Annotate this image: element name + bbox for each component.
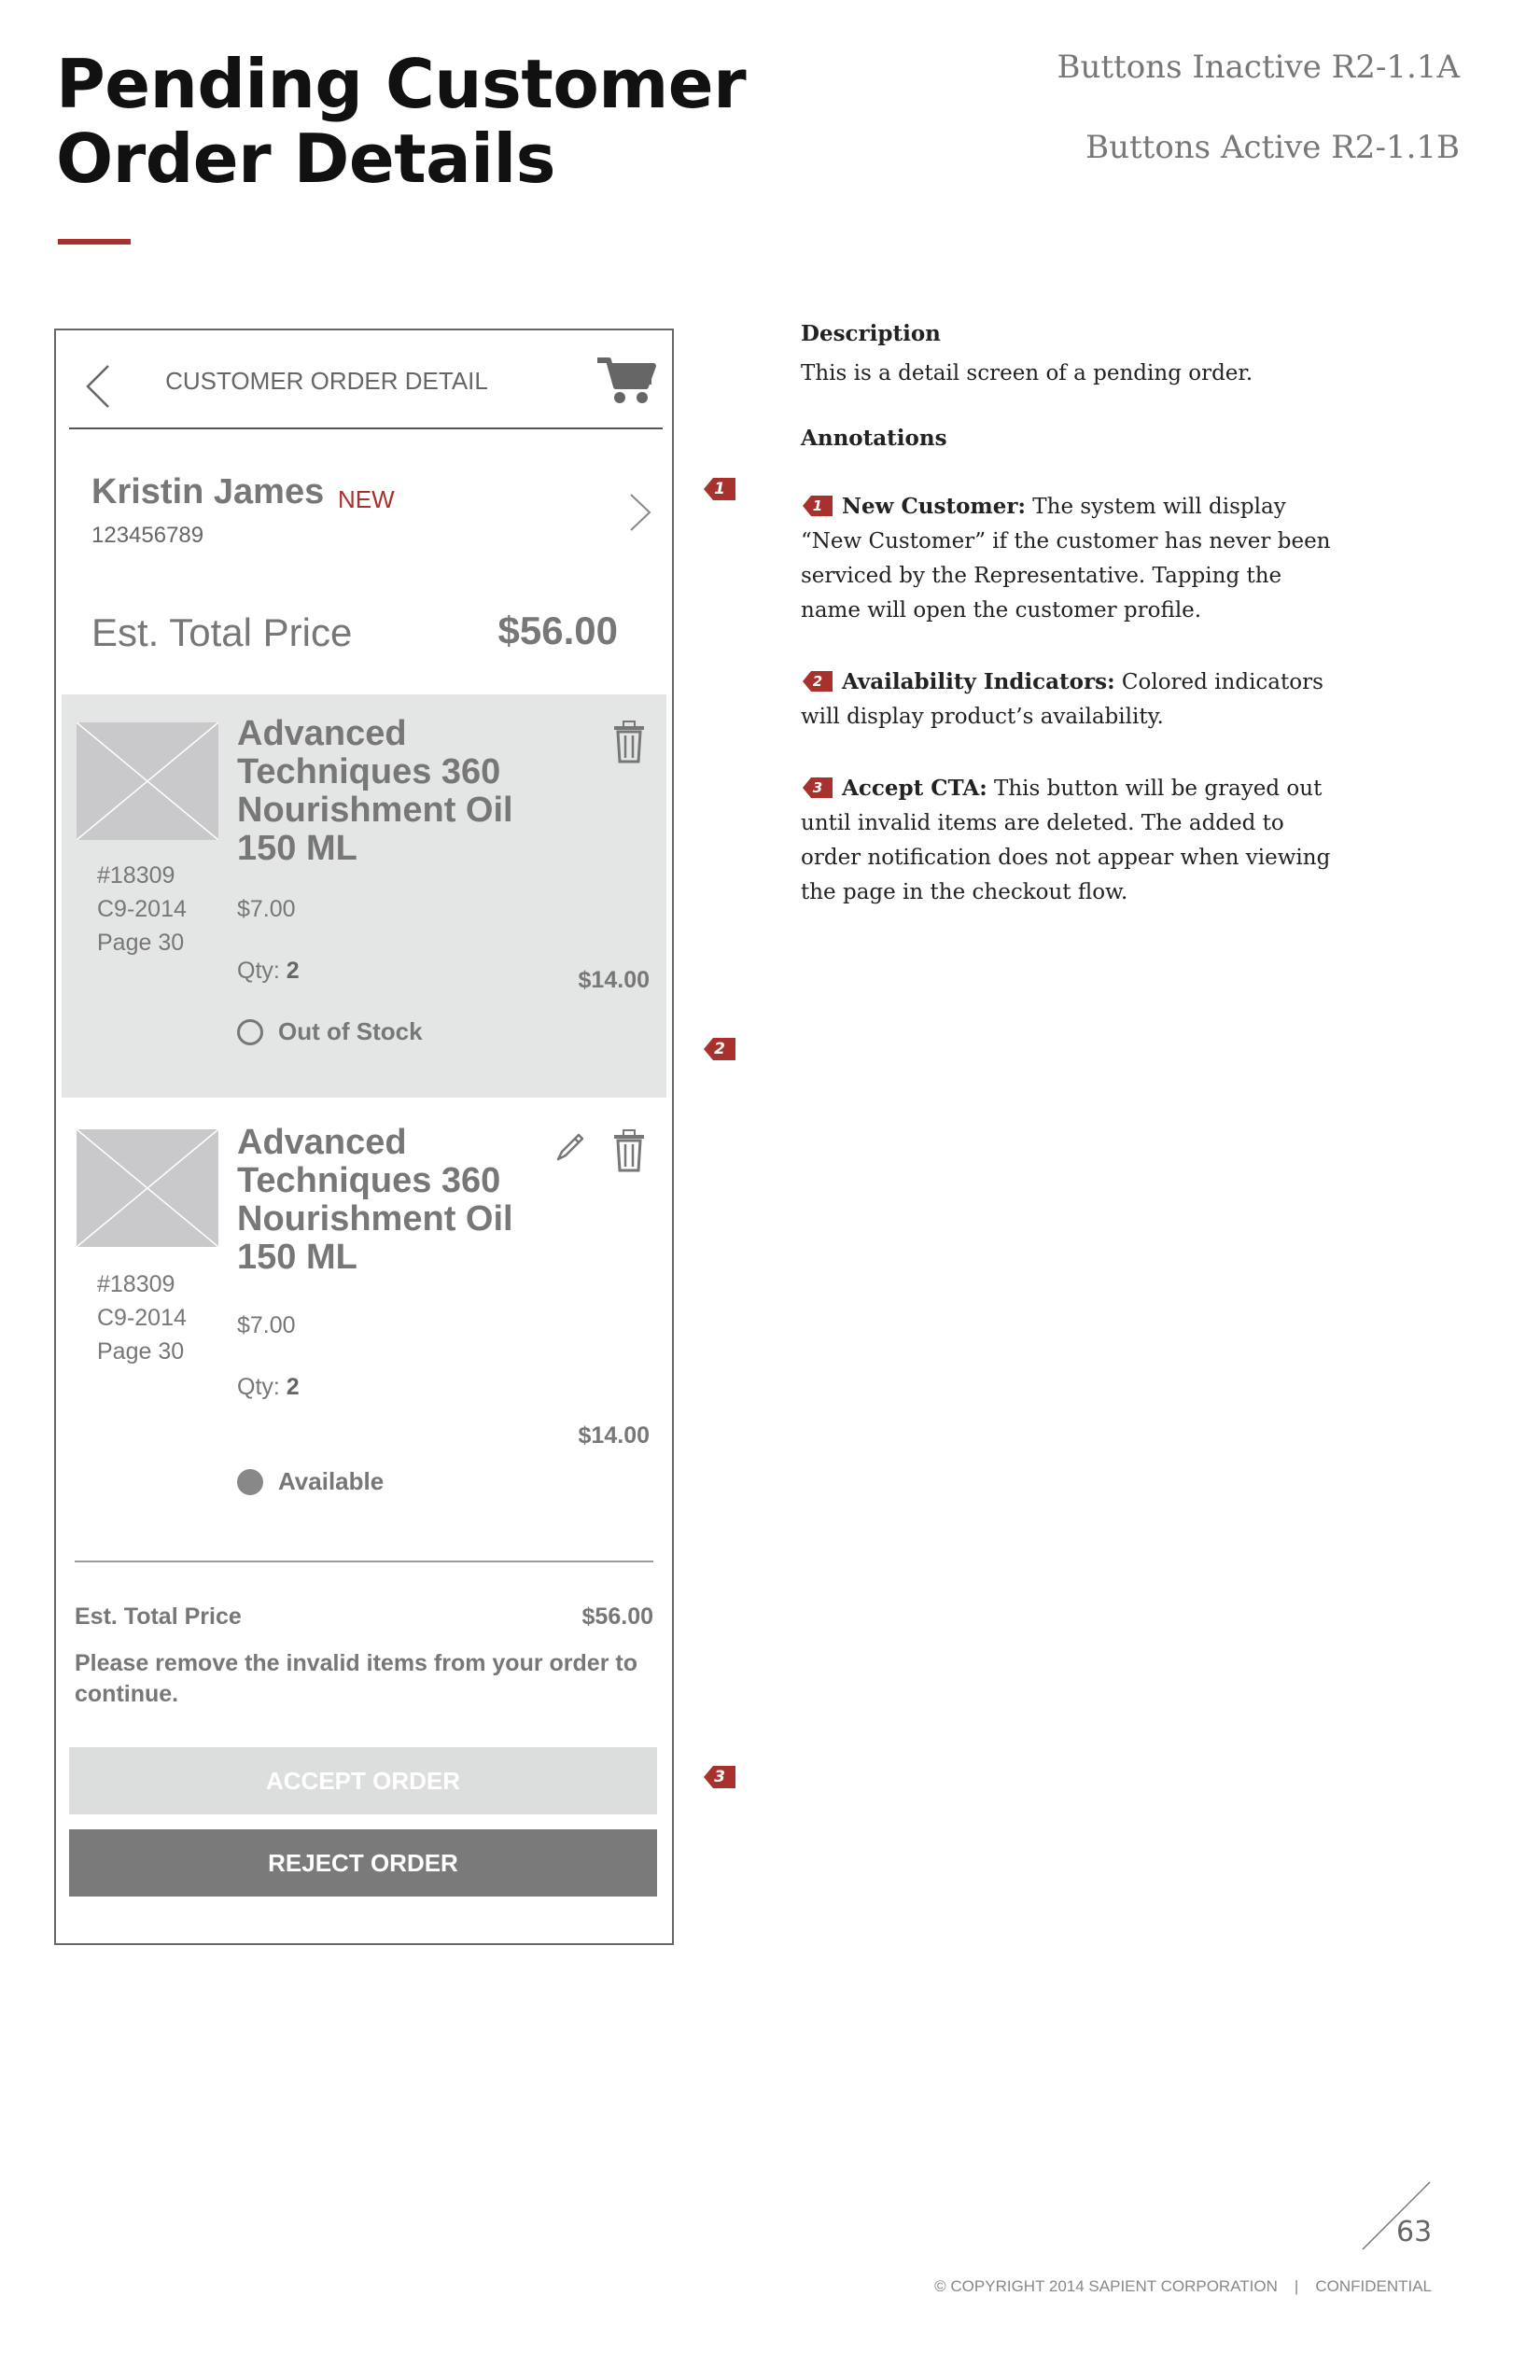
product-page: Page 30 — [97, 930, 185, 956]
product-total: $14.00 — [578, 1422, 650, 1449]
qty-label: Qty: — [237, 1374, 280, 1400]
annotation-marker-1: 1 — [801, 494, 834, 518]
customer-name[interactable]: Kristin James — [91, 472, 325, 511]
availability-label: Available — [278, 1467, 385, 1495]
out-of-stock-dot-icon — [237, 1019, 263, 1045]
confidential-label: CONFIDENTIAL — [1315, 2277, 1432, 2295]
page-number: 63 — [1396, 2216, 1433, 2248]
product-campaign: C9-2014 — [97, 1305, 187, 1331]
annotation-3 — [801, 771, 1342, 910]
product-sku: #18309 — [97, 862, 175, 889]
product-image-placeholder — [77, 722, 218, 840]
product-campaign: C9-2014 — [97, 896, 187, 922]
availability-label: Out of Stock — [278, 1017, 423, 1045]
annotation-marker-3 — [702, 1764, 737, 1790]
invalid-items-message: Please remove the invalid items from your order to continue. — [75, 1650, 637, 1707]
marker-number: 3 — [714, 1768, 725, 1786]
summary-total-value: $56.00 — [581, 1603, 653, 1630]
header-divider — [69, 427, 663, 429]
availability-indicator — [237, 1017, 423, 1046]
chevron-right-icon[interactable] — [627, 491, 655, 534]
phone-wireframe — [54, 329, 674, 1945]
annotation-text: Colored indicators will display product’s availability. — [801, 670, 1323, 729]
title-accent-rule — [58, 239, 131, 245]
reject-order-button[interactable]: REJECT ORDER — [69, 1829, 657, 1897]
marker-number: 2 — [714, 1040, 725, 1058]
annotation-marker-2 — [702, 1036, 737, 1062]
annotation-text: The system will display “New Customer” if the customer has never been serviced by the Representative. Tapping the name will open the customer profile. — [801, 495, 1331, 623]
product-price: $7.00 — [237, 1312, 296, 1338]
ref-buttons-active: Buttons Active R2-1.1B — [1085, 129, 1460, 166]
cart-icon[interactable] — [595, 351, 657, 407]
footer-separator: | — [1294, 2277, 1299, 2295]
annotation-1 — [801, 489, 1342, 628]
ref-buttons-inactive: Buttons Inactive R2-1.1A — [1057, 49, 1460, 86]
qty-value: 2 — [286, 958, 300, 984]
product-name: Advanced Techniques 360 Nourishment Oil 150 ML — [237, 1123, 513, 1277]
trash-icon[interactable] — [612, 721, 646, 763]
product-qty — [237, 1374, 300, 1401]
copyright: © COPYRIGHT 2014 SAPIENT CORPORATION — [934, 2277, 1278, 2295]
new-customer-badge: NEW — [338, 485, 395, 513]
product-total: $14.00 — [578, 967, 650, 993]
annotation-marker-2: 2 — [801, 669, 834, 693]
customer-id: 123456789 — [91, 523, 204, 548]
description-heading: Description — [801, 321, 941, 346]
annotation-title: New Customer: — [842, 494, 1026, 519]
annotation-title: Accept CTA: — [842, 776, 987, 801]
screen-title: CUSTOMER ORDER DETAIL — [165, 367, 488, 395]
availability-indicator — [237, 1467, 384, 1496]
est-total-value: $56.00 — [497, 609, 618, 652]
est-total-label: Est. Total Price — [91, 610, 353, 654]
annotation-2 — [801, 665, 1342, 735]
order-item — [62, 694, 666, 1098]
pencil-icon[interactable] — [554, 1131, 586, 1163]
annotation-text: This button will be grayed out until invalid items are deleted. The added to order notification does not appear when viewing the page in the checkout flow. — [801, 777, 1331, 904]
summary-total-label: Est. Total Price — [75, 1603, 242, 1630]
annotation-marker-3: 3 — [801, 776, 834, 800]
qty-value: 2 — [286, 1374, 300, 1400]
product-sku: #18309 — [97, 1271, 175, 1297]
product-name: Advanced Techniques 360 Nourishment Oil 150 ML — [237, 714, 513, 868]
trash-icon[interactable] — [612, 1129, 646, 1172]
qty-label: Qty: — [237, 958, 280, 984]
footer — [934, 2277, 1432, 2296]
accept-order-button[interactable]: ACCEPT ORDER — [69, 1747, 657, 1814]
product-qty — [237, 958, 300, 985]
marker-number: 1 — [714, 480, 725, 498]
product-page: Page 30 — [97, 1338, 185, 1365]
annotation-title: Availability Indicators: — [842, 669, 1115, 694]
product-price: $7.00 — [237, 896, 296, 922]
description-text: This is a detail screen of a pending order. — [801, 361, 1253, 385]
order-item — [62, 1111, 666, 1521]
available-dot-icon — [237, 1469, 263, 1495]
summary-divider — [75, 1561, 653, 1562]
chevron-left-icon[interactable] — [80, 362, 118, 411]
page-title: Pending Customer Order Details — [56, 45, 747, 198]
product-image-placeholder — [77, 1129, 218, 1247]
annotations-heading: Annotations — [801, 426, 947, 451]
annotation-marker-1 — [702, 476, 737, 502]
